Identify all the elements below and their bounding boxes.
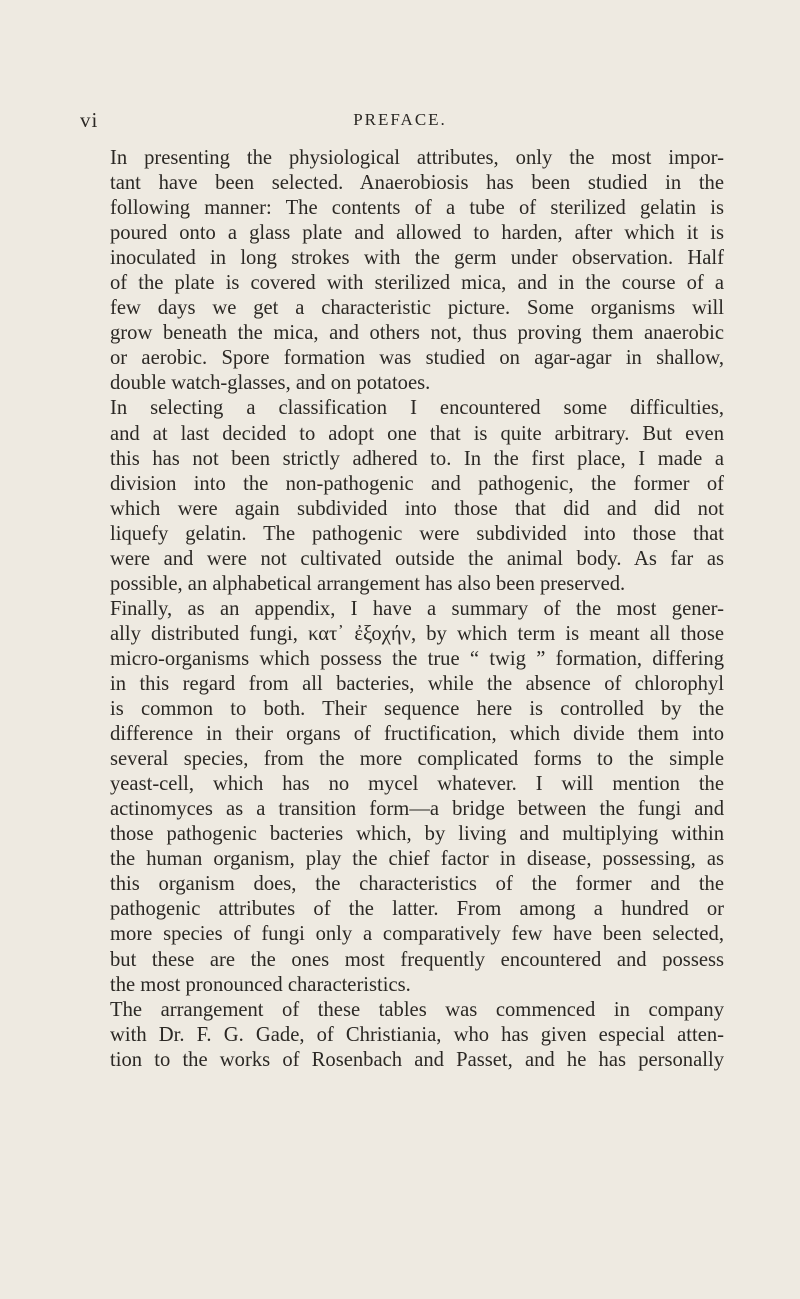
text-line: pathogenic attributes of the latter. From among a hundred or: [110, 898, 724, 921]
text-line: the human organism, play the chief factor in disease, possessing, as: [110, 848, 724, 871]
text-line: ally distributed fungi, κατ᾽ ἐξοχήν, by which term is meant all those: [110, 622, 724, 645]
text-line: were and were not cultivated outside the animal body. As far as: [110, 547, 724, 570]
text-line: few days we get a characteristic picture. Some organisms will: [110, 297, 724, 320]
text-line: is common to both. Their sequence here is controlled by the: [110, 698, 724, 721]
text-line: The arrangement of these tables was commenced in company: [110, 998, 724, 1021]
text-line: more species of fungi only a comparatively few have been selected,: [110, 923, 724, 946]
text-line: double watch-glasses, and on potatoes.: [110, 372, 431, 395]
running-head: [80, 108, 720, 132]
text-line: tion to the works of Rosenbach and Passet, and he has personally: [110, 1048, 724, 1071]
text-line: grow beneath the mica, and others not, thus proving them anaerobic: [110, 322, 724, 345]
paragraph: [80, 998, 724, 1073]
text-line: liquefy gelatin. The pathogenic were subdivided into those that: [110, 522, 724, 545]
page-number: vi: [80, 108, 99, 132]
text-line: with Dr. F. G. Gade, of Christiania, who has given especial atten-: [110, 1023, 724, 1046]
text-line: possible, an alphabetical arrangement has also been preserved.: [110, 572, 626, 595]
text-line: the most pronounced characteristics.: [110, 973, 411, 996]
paragraph: [80, 146, 724, 396]
text-line: difference in their organs of fructification, which divide them into: [110, 723, 724, 746]
text-line: following manner: The contents of a tube of sterilized gelatin is: [110, 197, 724, 220]
text-line: but these are the ones most frequently encountered and possess: [110, 948, 724, 971]
paragraph: [80, 597, 724, 998]
text-line: this organism does, the characteristics of the former and the: [110, 873, 724, 896]
text-line: Finally, as an appendix, I have a summary of the most gener-: [110, 597, 724, 620]
text-line: yeast-cell, which has no mycel whatever. I will mention the: [110, 773, 724, 796]
text-line: in this regard from all bacteries, while the absence of chlorophyl: [110, 672, 724, 695]
text-line: In selecting a classification I encountered some difficulties,: [110, 397, 724, 420]
text-line: actinomyces as a transition form—a bridge between the fungi and: [110, 798, 724, 821]
text-line: and at last decided to adopt one that is quite arbitrary. But even: [110, 422, 724, 445]
text-line: inoculated in long strokes with the germ under observation. Half: [110, 247, 724, 270]
text-line: those pathogenic bacteries which, by living and multiplying within: [110, 823, 724, 846]
text-line: In presenting the physiological attributes, only the most impor-: [110, 147, 724, 169]
text-line: poured onto a glass plate and allowed to harden, after which it is: [110, 222, 724, 245]
text-line: micro-organisms which possess the true “ twig ” formation, differing: [110, 647, 724, 670]
text-line: or aerobic. Spore formation was studied on agar-agar in shallow,: [110, 347, 724, 370]
text-line: this has not been strictly adhered to. In the first place, I made a: [110, 447, 724, 470]
text-line: several species, from the more complicated forms to the simple: [110, 748, 724, 771]
body-text: [80, 146, 724, 1073]
paragraph: [80, 396, 724, 596]
text-line: division into the non-pathogenic and pathogenic, the former of: [110, 472, 724, 495]
text-line: of the plate is covered with sterilized mica, and in the course of a: [110, 272, 724, 295]
text-line: which were again subdivided into those that did and did not: [110, 497, 724, 520]
running-head-title: PREFACE.: [353, 110, 447, 129]
text-line: tant have been selected. Anaerobiosis has been studied in the: [110, 172, 724, 195]
